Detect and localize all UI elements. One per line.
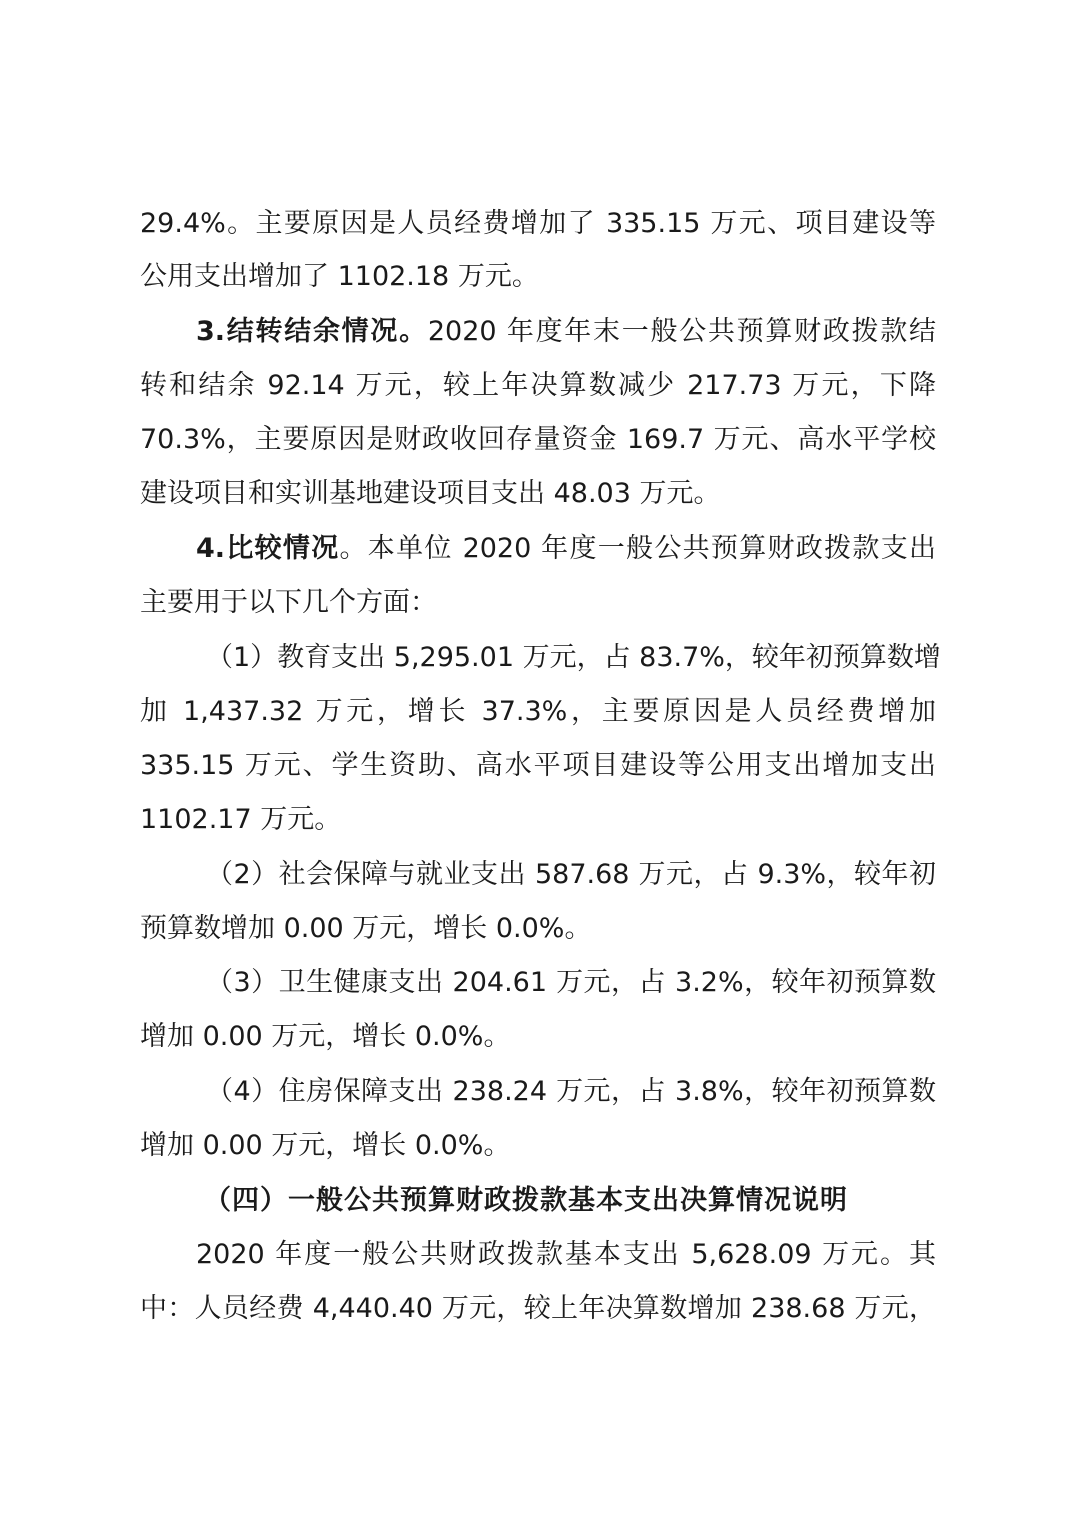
paragraph-line: 主要用于以下几个方面： — [140, 587, 437, 618]
paragraph-line-carryover — [196, 312, 936, 352]
paragraph-line-comparison — [196, 529, 936, 569]
section-heading: （四）一般公共预算财政拨款基本支出决算情况说明 — [204, 1185, 848, 1216]
carryover-text: 2020 年度年末一般公共预算财政拨款结 — [427, 316, 937, 347]
paragraph-line: 335.15 万元、学生资助、高水平项目建设等公用支出增加支出 — [140, 750, 936, 781]
paragraph-line: 建设项目和实训基地建设项目支出 48.03 万元。 — [140, 478, 721, 509]
paragraph-line: 公用支出增加了 1102.18 万元。 — [140, 261, 539, 292]
carryover-heading: 3.结转结余情况。 — [196, 316, 428, 347]
paragraph-line: 转和结余 92.14 万元，较上年决算数减少 217.73 万元，下降 — [140, 370, 936, 401]
paragraph-line: 增加 0.00 万元，增长 0.0%。 — [140, 1130, 511, 1161]
paragraph-line: 预算数增加 0.00 万元，增长 0.0%。 — [140, 913, 592, 944]
paragraph-line: 2020 年度一般公共财政拨款基本支出 5,628.09 万元。其 — [196, 1239, 936, 1270]
comparison-heading: 4.比较情况 — [196, 533, 340, 564]
list-item-housing: （4）住房保障支出 238.24 万元，占 3.8%，较年初预算数 — [206, 1076, 936, 1107]
paragraph-line: 中：人员经费 4,440.40 万元，较上年决算数增加 238.68 万元， — [140, 1293, 936, 1324]
paragraph-line: 29.4%。主要原因是人员经费增加了 335.15 万元、项目建设等 — [140, 208, 936, 239]
list-item-health: （3）卫生健康支出 204.61 万元，占 3.2%，较年初预算数 — [206, 967, 936, 998]
list-item-education: （1）教育支出 5,295.01 万元，占 83.7%，较年初预算数增 — [206, 642, 941, 673]
paragraph-line: 增加 0.00 万元，增长 0.0%。 — [140, 1021, 511, 1052]
paragraph-line: 1102.17 万元。 — [140, 804, 342, 835]
comparison-text: 。本单位 2020 年度一般公共预算财政拨款支出 — [339, 533, 936, 564]
paragraph-line: 70.3%，主要原因是财政收回存量资金 169.7 万元、高水平学校 — [140, 424, 936, 455]
paragraph-line: 加 1,437.32 万元，增长 37.3%，主要原因是人员经费增加 — [140, 696, 936, 727]
list-item-social-security: （2）社会保障与就业支出 587.68 万元，占 9.3%，较年初 — [206, 859, 936, 890]
